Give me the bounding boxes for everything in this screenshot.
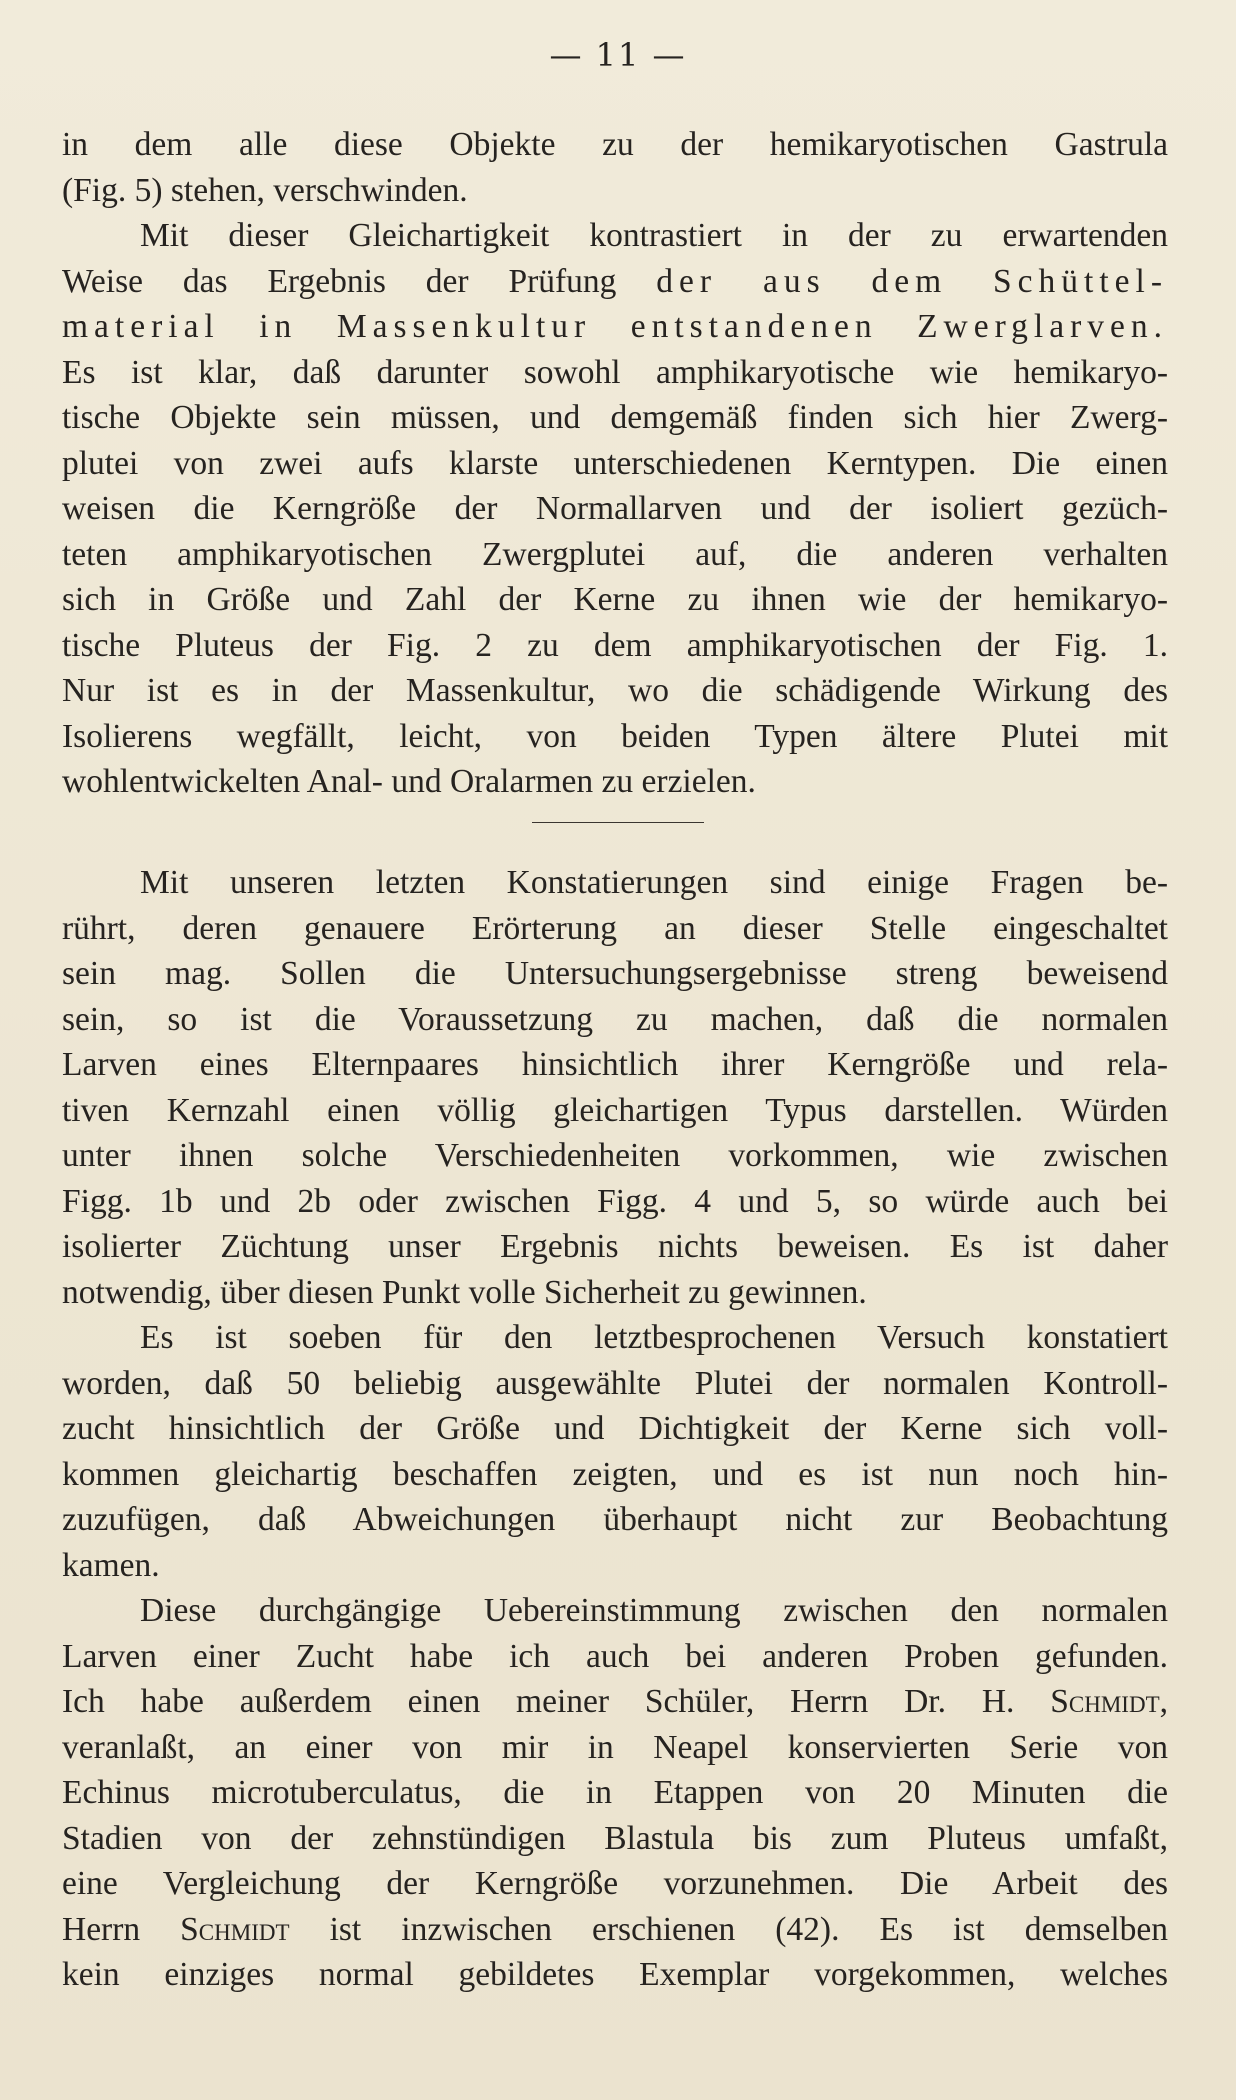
text-fragment: Ich habe außerdem einen meiner Schüler, Herrn Dr. H. bbox=[62, 1683, 1015, 1720]
text-fragment: ist inzwischen erschienen (42). Es ist demselben bbox=[329, 1910, 1168, 1948]
author-name: Schmidt bbox=[180, 1910, 290, 1948]
text-fragment: Weise das Ergebnis der Prüfung bbox=[62, 262, 617, 300]
text-fragment: Herrn bbox=[62, 1910, 141, 1948]
text-line: Mit unseren letzten Konstatierungen sind einige Fragen be- bbox=[140, 864, 1168, 901]
text-line-spaced: material in Massenkultur entstandenen Zwerglarven. bbox=[62, 308, 1168, 345]
paragraph-block-1 bbox=[62, 122, 1168, 805]
text-line: sein mag. Sollen die Untersuchungsergebnisse streng beweisend bbox=[62, 955, 1168, 992]
section-separator bbox=[532, 822, 704, 823]
text-line: Es ist klar, daß darunter sowohl amphikaryotische wie hemikaryo- bbox=[62, 353, 1168, 391]
text-line: Mit dieser Gleichartigkeit kontrastiert in der zu erwartenden bbox=[140, 217, 1168, 254]
text-line: Larven einer Zucht habe ich auch bei anderen Proben gefunden. bbox=[62, 1637, 1168, 1675]
text-line: notwendig, über diesen Punkt volle Sicherheit zu gewinnen. bbox=[62, 1273, 867, 1311]
text-line: teten amphikaryotischen Zwergplutei auf, die anderen verhalten bbox=[62, 535, 1168, 573]
text-line: Diese durchgängige Uebereinstimmung zwischen den normalen bbox=[140, 1592, 1168, 1629]
text-line: sich in Größe und Zahl der Kerne zu ihnen wie der hemikaryo- bbox=[62, 581, 1168, 618]
text-line: zuzufügen, daß Abweichungen überhaupt nicht zur Beobachtung bbox=[62, 1501, 1168, 1538]
text-line: (Fig. 5) stehen, verschwinden. bbox=[62, 171, 468, 209]
text-line: veranlaßt, an einer von mir in Neapel konservierten Serie von bbox=[62, 1728, 1168, 1766]
text-line: worden, daß 50 beliebig ausgewählte Plutei der normalen Kontroll- bbox=[62, 1364, 1168, 1402]
text-line: rührt, deren genauere Erörterung an dieser Stelle eingeschaltet bbox=[62, 909, 1168, 947]
text-line: weisen die Kerngröße der Normallarven und der isoliert gezüch- bbox=[62, 490, 1168, 527]
text-line: sein, so ist die Voraussetzung zu machen, daß die normalen bbox=[62, 1000, 1168, 1038]
text-line: plutei von zwei aufs klarste unterschiedenen Kerntypen. Die einen bbox=[62, 444, 1168, 482]
text-line: kein einziges normal gebildetes Exemplar vorgekommen, welches bbox=[62, 1956, 1168, 1993]
text-line: kamen. bbox=[62, 1546, 160, 1584]
text-line: Figg. 1b und 2b oder zwischen Figg. 4 und 5, so würde auch bei bbox=[62, 1182, 1168, 1220]
text-line: wohlentwickelten Anal- und Oralarmen zu erzielen. bbox=[62, 763, 756, 800]
text-line: tische Pluteus der Fig. 2 zu dem amphikaryotischen der Fig. 1. bbox=[62, 626, 1168, 664]
text-line: unter ihnen solche Verschiedenheiten vorkommen, wie zwischen bbox=[62, 1137, 1168, 1174]
text-line: tiven Kernzahl einen völlig gleichartigen Typus darstellen. Würden bbox=[62, 1091, 1168, 1129]
text-line: zucht hinsichtlich der Größe und Dichtigkeit der Kerne sich voll- bbox=[62, 1410, 1168, 1447]
author-name: Schmidt, bbox=[1050, 1683, 1168, 1720]
text-line: Echinus microtuberculatus, die in Etappen von 20 Minuten die bbox=[62, 1774, 1168, 1811]
page-number: — 11 — bbox=[549, 36, 687, 74]
text-line: eine Vergleichung der Kerngröße vorzunehmen. Die Arbeit des bbox=[62, 1865, 1168, 1902]
text-line: kommen gleichartig beschaffen zeigten, und es ist nun noch hin- bbox=[62, 1455, 1168, 1493]
text-line: Isolierens wegfällt, leicht, von beiden Typen ältere Plutei mit bbox=[62, 717, 1168, 755]
text-line: tische Objekte sein müssen, und demgemäß finden sich hier Zwerg- bbox=[62, 399, 1168, 436]
text-line: in dem alle diese Objekte zu der hemikaryotischen Gastrula bbox=[62, 126, 1168, 163]
text-line: Stadien von der zehnstündigen Blastula bis zum Pluteus umfaßt, bbox=[62, 1819, 1168, 1857]
text-line: isolierter Züchtung unser Ergebnis nichts beweisen. Es ist daher bbox=[62, 1228, 1168, 1265]
text-line bbox=[62, 259, 1168, 305]
text-line bbox=[62, 1679, 1168, 1725]
paragraph-block-2 bbox=[62, 860, 1168, 1998]
text-line: Larven eines Elternpaares hinsichtlich ihrer Kerngröße und rela- bbox=[62, 1046, 1168, 1083]
text-line: Es ist soeben für den letztbesprochenen Versuch konstatiert bbox=[140, 1319, 1168, 1356]
text-line: Nur ist es in der Massenkultur, wo die schädigende Wirkung des bbox=[62, 672, 1168, 709]
text-line bbox=[62, 1907, 1168, 1953]
spaced-emphasis: der aus dem Schüttel- bbox=[656, 262, 1168, 300]
